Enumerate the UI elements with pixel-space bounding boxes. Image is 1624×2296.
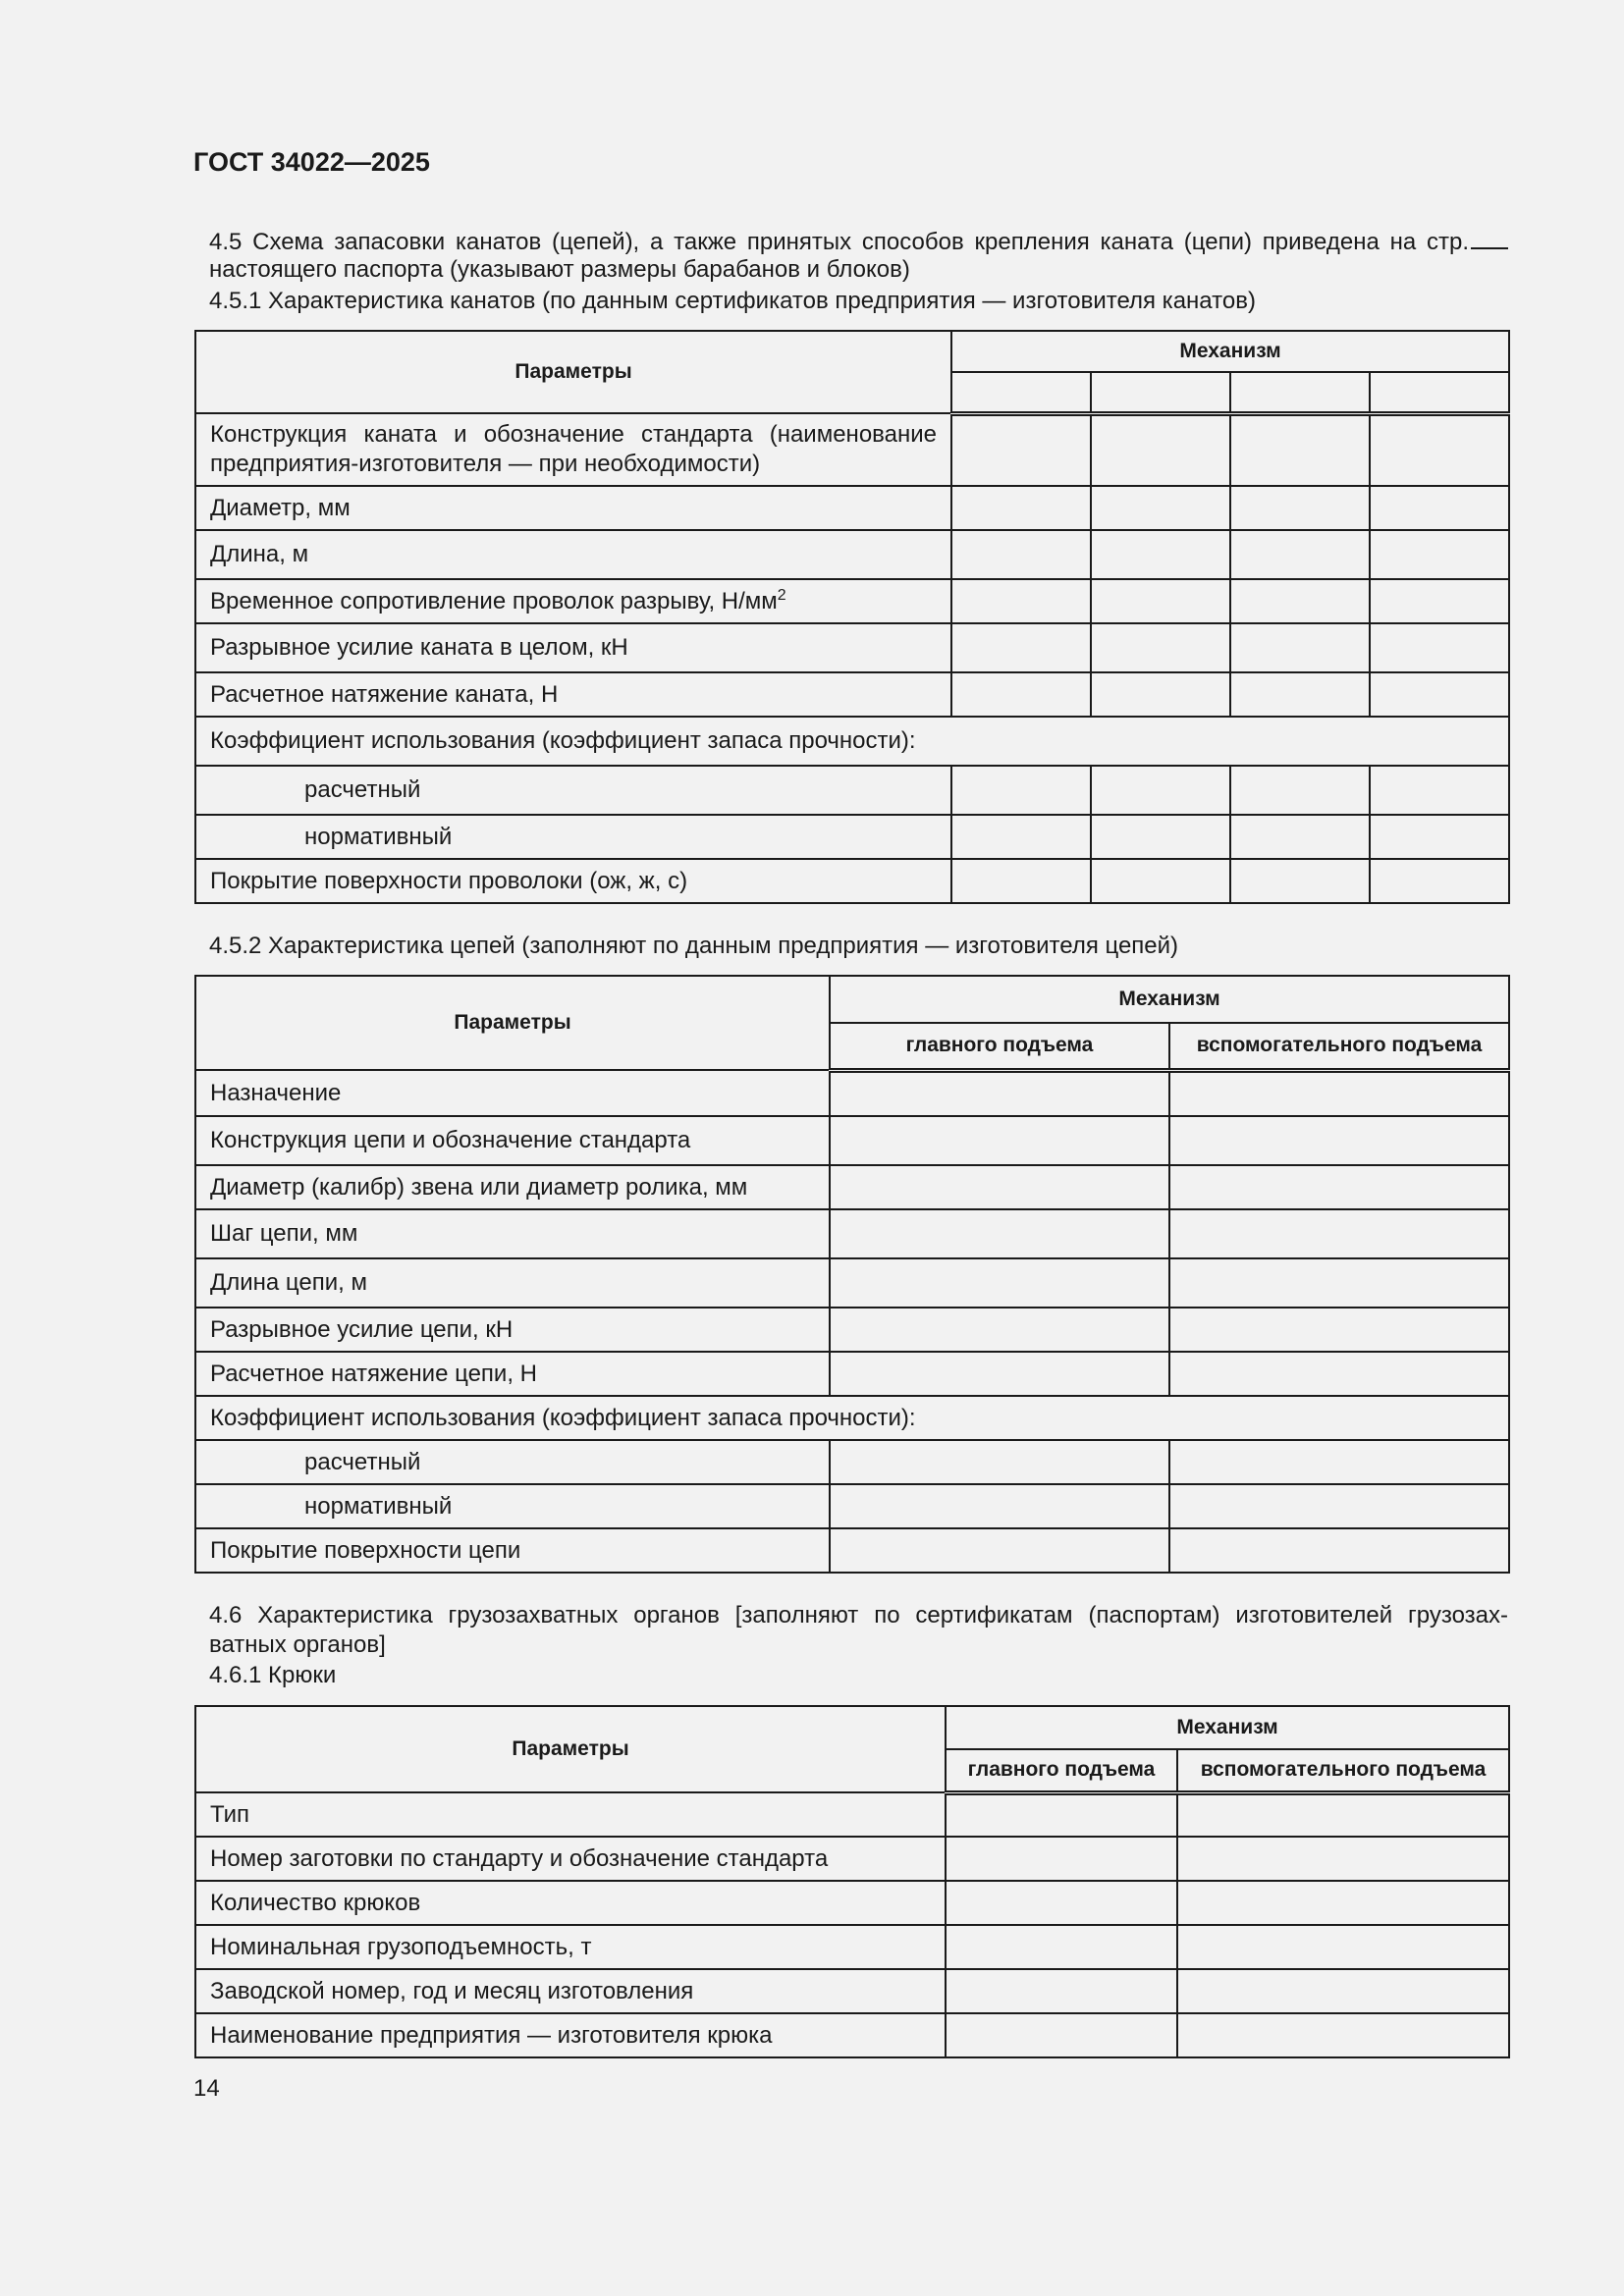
ropes-param-cell: Диаметр, мм xyxy=(195,486,951,530)
hooks-param-cell: Заводской номер, год и месяц изготовления xyxy=(195,1969,946,2013)
paragraph-4-5-line2: настоящего паспорта (указывают размеры барабанов и блоков) xyxy=(209,256,910,283)
value-cell[interactable] xyxy=(1230,859,1370,903)
value-cell[interactable] xyxy=(951,530,1091,579)
ropes-header-mech-col xyxy=(1370,372,1509,413)
value-cell[interactable] xyxy=(1370,623,1509,672)
value-cell[interactable] xyxy=(1169,1528,1509,1573)
value-cell[interactable] xyxy=(1091,486,1230,530)
table-row xyxy=(195,1209,1509,1258)
value-cell[interactable] xyxy=(1177,1969,1509,2013)
value-cell[interactable] xyxy=(1230,672,1370,717)
value-cell[interactable] xyxy=(1091,623,1230,672)
chains-param-cell: Диаметр (калибр) звена или диаметр ролика, мм xyxy=(195,1165,830,1209)
value-cell[interactable] xyxy=(1177,1881,1509,1925)
value-cell[interactable] xyxy=(1370,579,1509,623)
value-cell[interactable] xyxy=(830,1116,1169,1165)
table-row xyxy=(195,2013,1509,2057)
value-cell[interactable] xyxy=(1370,413,1509,486)
value-cell[interactable] xyxy=(1091,530,1230,579)
hooks-param-cell: Наименование предприятия — изготовителя крюка xyxy=(195,2013,946,2057)
value-cell[interactable] xyxy=(1091,859,1230,903)
ropes-param-cell: Покрытие поверхности проволоки (ож, ж, с) xyxy=(195,859,951,903)
value-cell[interactable] xyxy=(1091,413,1230,486)
value-cell[interactable] xyxy=(946,1969,1177,2013)
value-cell[interactable] xyxy=(951,486,1091,530)
value-cell[interactable] xyxy=(830,1528,1169,1573)
chains-param-cell: Конструкция цепи и обозначение стандарта xyxy=(195,1116,830,1165)
value-cell[interactable] xyxy=(1091,766,1230,815)
value-cell[interactable] xyxy=(1169,1484,1509,1528)
hooks-header-aux-lift: вспомогательного подъема xyxy=(1177,1749,1509,1792)
table-row xyxy=(195,859,1509,903)
table-row xyxy=(195,1116,1509,1165)
value-cell[interactable] xyxy=(951,413,1091,486)
hooks-header-mechanism: Механизм xyxy=(946,1706,1509,1749)
value-cell[interactable] xyxy=(1370,815,1509,859)
chains-param-cell: Длина цепи, м xyxy=(195,1258,830,1308)
ropes-header-params: Параметры xyxy=(195,331,951,413)
table-row xyxy=(195,1440,1509,1484)
chains-header-mechanism: Механизм xyxy=(830,976,1509,1023)
paragraph-4-5-text: 4.5 Схема запасовки канатов (цепей), а также принятых способов крепления каната (цепи) приведена на стр. xyxy=(209,229,1469,255)
chains-param-cell: Коэффициент использования (коэффициент запаса прочности): xyxy=(195,1396,1509,1440)
value-cell[interactable] xyxy=(946,1792,1177,1837)
value-cell[interactable] xyxy=(1177,1837,1509,1881)
value-cell[interactable] xyxy=(1230,815,1370,859)
chains-param-cell: Покрытие поверхности цепи xyxy=(195,1528,830,1573)
value-cell[interactable] xyxy=(1370,486,1509,530)
document-title: ГОСТ 34022—2025 xyxy=(193,147,430,177)
value-cell[interactable] xyxy=(1169,1440,1509,1484)
hooks-table xyxy=(194,1705,1510,2058)
value-cell[interactable] xyxy=(1370,766,1509,815)
ropes-header-mech-col xyxy=(951,372,1091,413)
table-row xyxy=(195,717,1509,766)
value-cell[interactable] xyxy=(1169,1070,1509,1116)
chains-header-main-lift: главного подъема xyxy=(830,1023,1169,1070)
table-row xyxy=(195,1837,1509,1881)
hooks-header-params: Параметры xyxy=(195,1706,946,1792)
value-cell[interactable] xyxy=(830,1484,1169,1528)
table-row xyxy=(195,1925,1509,1969)
table-row xyxy=(195,1969,1509,2013)
value-cell[interactable] xyxy=(830,1258,1169,1308)
page-number: 14 xyxy=(193,2075,220,2102)
hooks-header-main-lift: главного подъема xyxy=(946,1749,1177,1792)
heading-4-5-1: 4.5.1 Характеристика канатов (по данным сертификатов предприятия — изготовителя канатов) xyxy=(209,288,1256,314)
table-row xyxy=(195,766,1509,815)
table-row xyxy=(195,1396,1509,1440)
ropes-header-mechanism: Механизм xyxy=(951,331,1509,372)
table-row xyxy=(195,579,1509,623)
chains-param-cell: расчетный xyxy=(195,1440,830,1484)
value-cell[interactable] xyxy=(1177,1925,1509,1969)
value-cell[interactable] xyxy=(1169,1308,1509,1352)
value-cell[interactable] xyxy=(1169,1258,1509,1308)
paragraph-4-6-line1: 4.6 Характеристика грузозахватных органов [заполняют по сертификатам (паспортам) изготовителей грузозах- xyxy=(209,1602,1508,1629)
value-cell[interactable] xyxy=(1370,530,1509,579)
value-cell[interactable] xyxy=(946,2013,1177,2057)
ropes-param-text: Временное сопротивление проволок разрыву, Н/мм xyxy=(210,587,778,614)
value-cell[interactable] xyxy=(1169,1116,1509,1165)
table-row xyxy=(195,1165,1509,1209)
chains-param-cell: Шаг цепи, мм xyxy=(195,1209,830,1258)
value-cell[interactable] xyxy=(1370,859,1509,903)
ropes-param-cell: Конструкция каната и обозначение стандарта (наименование предприятия-изготовителя — при необходимости) xyxy=(195,413,951,486)
value-cell[interactable] xyxy=(1169,1209,1509,1258)
table-row xyxy=(195,1881,1509,1925)
value-cell[interactable] xyxy=(1177,1792,1509,1837)
value-cell[interactable] xyxy=(1091,579,1230,623)
value-cell[interactable] xyxy=(1230,530,1370,579)
value-cell[interactable] xyxy=(830,1308,1169,1352)
table-row xyxy=(195,672,1509,717)
hooks-param-cell: Тип xyxy=(195,1792,946,1837)
ropes-param-cell: Длина, м xyxy=(195,530,951,579)
value-cell[interactable] xyxy=(830,1352,1169,1396)
ropes-param-cell: Расчетное натяжение каната, Н xyxy=(195,672,951,717)
value-cell[interactable] xyxy=(1370,672,1509,717)
value-cell[interactable] xyxy=(946,1925,1177,1969)
hooks-param-cell: Количество крюков xyxy=(195,1881,946,1925)
superscript: 2 xyxy=(777,586,786,604)
chains-param-cell: Назначение xyxy=(195,1070,830,1116)
value-cell[interactable] xyxy=(1091,672,1230,717)
ropes-param-cell: нормативный xyxy=(195,815,951,859)
value-cell[interactable] xyxy=(1169,1165,1509,1209)
value-cell[interactable] xyxy=(830,1440,1169,1484)
ropes-header-mech-col xyxy=(1230,372,1370,413)
chains-table xyxy=(194,975,1510,1574)
ropes-param-cell: Разрывное усилие каната в целом, кН xyxy=(195,623,951,672)
value-cell[interactable] xyxy=(951,672,1091,717)
table-row xyxy=(195,1352,1509,1396)
value-cell[interactable] xyxy=(1169,1352,1509,1396)
hooks-param-cell: Номинальная грузоподъемность, т xyxy=(195,1925,946,1969)
chains-param-cell: Разрывное усилие цепи, кН xyxy=(195,1308,830,1352)
value-cell[interactable] xyxy=(1230,486,1370,530)
table-row xyxy=(195,1308,1509,1352)
value-cell[interactable] xyxy=(951,623,1091,672)
heading-4-5-2: 4.5.2 Характеристика цепей (заполняют по данным предприятия — изготовителя цепей) xyxy=(209,933,1179,959)
value-cell[interactable] xyxy=(1230,579,1370,623)
hooks-param-cell: Номер заготовки по стандарту и обозначение стандарта xyxy=(195,1837,946,1881)
value-cell[interactable] xyxy=(1091,815,1230,859)
value-cell[interactable] xyxy=(946,1837,1177,1881)
table-row xyxy=(195,1528,1509,1573)
table-row xyxy=(195,1792,1509,1837)
heading-4-6-1: 4.6.1 Крюки xyxy=(209,1662,337,1688)
paragraph-4-6-line2: ватных органов] xyxy=(209,1631,386,1658)
value-cell[interactable] xyxy=(830,1209,1169,1258)
value-cell[interactable] xyxy=(830,1165,1169,1209)
table-row xyxy=(195,530,1509,579)
paragraph-4-5-line1 xyxy=(209,226,1508,257)
chains-header-aux-lift: вспомогательного подъема xyxy=(1169,1023,1509,1070)
value-cell[interactable] xyxy=(946,1881,1177,1925)
chains-param-cell: нормативный xyxy=(195,1484,830,1528)
value-cell[interactable] xyxy=(830,1070,1169,1116)
table-row xyxy=(195,815,1509,859)
table-row xyxy=(195,1484,1509,1528)
table-row xyxy=(195,623,1509,672)
ropes-header-mech-col xyxy=(1091,372,1230,413)
value-cell[interactable] xyxy=(951,579,1091,623)
chains-param-cell: Расчетное натяжение цепи, Н xyxy=(195,1352,830,1396)
table-row xyxy=(195,1258,1509,1308)
table-row xyxy=(195,1070,1509,1116)
page-blank-field xyxy=(1471,226,1508,249)
table-row xyxy=(195,413,1509,486)
ropes-param-cell xyxy=(195,579,951,623)
ropes-param-cell: Коэффициент использования (коэффициент запаса прочности): xyxy=(195,717,1509,766)
table-row xyxy=(195,486,1509,530)
ropes-param-cell: расчетный xyxy=(195,766,951,815)
value-cell[interactable] xyxy=(1230,623,1370,672)
value-cell[interactable] xyxy=(951,815,1091,859)
value-cell[interactable] xyxy=(1230,766,1370,815)
ropes-table xyxy=(194,330,1510,904)
chains-header-params: Параметры xyxy=(195,976,830,1070)
value-cell[interactable] xyxy=(1177,2013,1509,2057)
value-cell[interactable] xyxy=(951,766,1091,815)
value-cell[interactable] xyxy=(1230,413,1370,486)
value-cell[interactable] xyxy=(951,859,1091,903)
